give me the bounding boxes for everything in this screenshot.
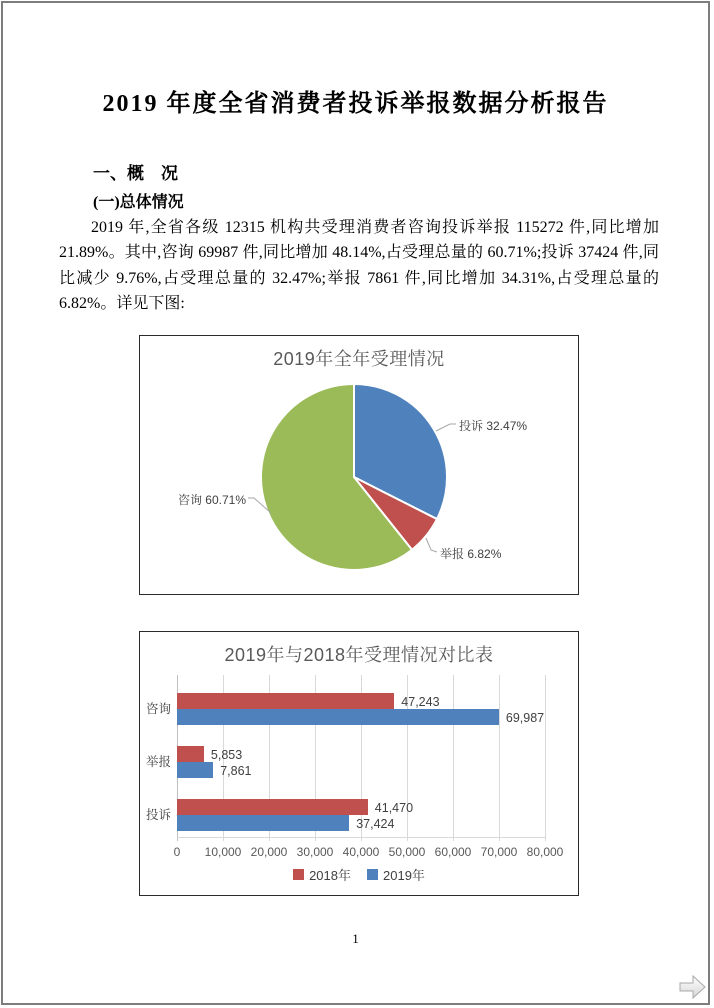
category-label: 举报 [146, 755, 172, 769]
bar-2018年-举报 [177, 746, 204, 762]
pie-chart-title: 2019年全年受理情况 [273, 349, 445, 369]
legend-item-2019年 [367, 865, 425, 884]
bar-chart-canvas [140, 632, 578, 895]
bar-data-label: 69,987 [505, 711, 545, 725]
x-axis-tick-label: 60,000 [434, 845, 472, 859]
grid-line [499, 675, 500, 841]
bar-data-label: 37,424 [356, 817, 395, 831]
x-axis-tick-label: 80,000 [526, 845, 564, 859]
legend-item-2018年 [293, 865, 351, 884]
bar-2019年-咨询 [177, 709, 499, 725]
grid-line [453, 675, 454, 841]
bar-chart-title: 2019年与2018年受理情况对比表 [224, 645, 494, 665]
body-paragraph: 2019 年,全省各级 12315 机构共受理消费者咨询投诉举报 115272 件,同比增加 21.89%。其中,咨询 69987 件,同比增加 48.14%,占受理总量的 60.71%;投诉 37424 件,同比减少 9.76%,占受理总量的 32.47%;举报 7861 件,同比增加 34.31%,占受理总量的 6.82%。详见下图: [59, 219, 659, 313]
section-heading: 一、概 况 [93, 164, 178, 183]
pie-slice-label: 投诉 32.47% [459, 419, 528, 433]
x-axis-tick-label: 10,000 [204, 845, 242, 859]
next-page-arrow-icon[interactable] [679, 975, 706, 1000]
bar-data-label: 7,861 [220, 764, 252, 778]
category-label: 咨询 [146, 702, 172, 716]
bar-data-label: 5,853 [210, 748, 243, 762]
bar-2018年-咨询 [177, 693, 394, 709]
x-axis-tick-label: 20,000 [250, 845, 288, 859]
bar-2018年-投诉 [177, 799, 368, 815]
legend-label: 2018年 [309, 868, 351, 883]
legend-swatch [293, 869, 304, 880]
x-axis-tick-label: 40,000 [342, 845, 380, 859]
x-axis-tick-label: 70,000 [480, 845, 518, 859]
chart-legend [140, 865, 578, 884]
document-page [1, 1, 710, 1005]
grid-line [545, 675, 546, 841]
page-number: 1 [352, 931, 359, 946]
legend-swatch [367, 869, 378, 880]
bar-chart-figure [139, 631, 579, 896]
report-title: 2019 年度全省消费者投诉举报数据分析报告 [102, 91, 609, 117]
pie-chart-canvas [140, 336, 578, 594]
bar-data-label: 41,470 [374, 801, 414, 815]
pie-slice-label: 咨询 60.71% [177, 493, 246, 507]
x-axis-tick-label: 50,000 [388, 845, 426, 859]
bar-2019年-举报 [177, 762, 213, 778]
pie-leader-line [426, 538, 437, 552]
pie-svg [140, 336, 578, 593]
pie-slice-label: 举报 6.82% [440, 547, 502, 561]
category-label: 投诉 [146, 808, 172, 822]
pie-leader-line [436, 424, 456, 431]
pie-chart-figure [139, 335, 579, 595]
x-axis-tick-label: 30,000 [296, 845, 334, 859]
bar-data-label: 47,243 [401, 695, 440, 709]
bar-2019年-投诉 [177, 815, 349, 831]
subsection-heading: (一)总体情况 [93, 194, 184, 211]
legend-label: 2019年 [383, 868, 425, 883]
x-axis-tick-label: 0 [173, 845, 181, 859]
category-axis-line [177, 837, 545, 838]
